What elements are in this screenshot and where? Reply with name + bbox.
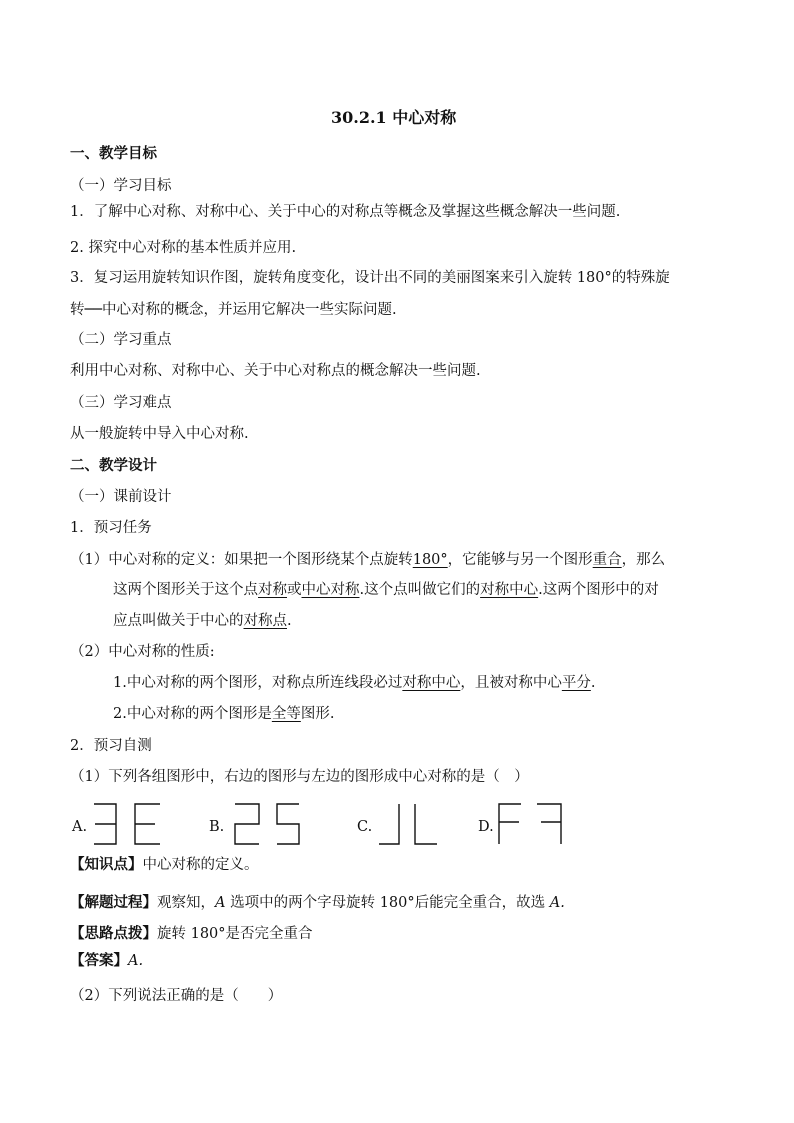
e-shape [135, 804, 160, 844]
text-run: A [215, 895, 226, 911]
text-run: 图形. [300, 706, 335, 722]
reasoning-hint-label: 【思路点拨】 [70, 925, 157, 942]
digit-2-shape [235, 804, 259, 844]
text-run: . [287, 613, 292, 629]
question-2: （2）下列说法正确的是（ ） [70, 988, 283, 1004]
definition-line-1 [70, 550, 665, 570]
option-b-label: B. [209, 819, 225, 835]
goal-2: 2. 探究中心对称的基本性质并应用. [70, 240, 297, 256]
text-run: 应点叫做关于中心的 [113, 613, 244, 629]
blank-answer: 重合 [592, 552, 622, 568]
subheading-key-point: （二）学习重点 [70, 332, 172, 348]
text-run: 观察知， [157, 895, 215, 911]
subheading-difficulty: （三）学习难点 [70, 395, 172, 411]
text-run: 1.中心对称的两个图形，对称点所连线段必过 [113, 675, 403, 691]
reversed-e-shape [94, 804, 116, 844]
solution-process-label: 【解题过程】 [70, 894, 157, 911]
section-heading-objectives: 一、教学目标 [70, 145, 157, 162]
reversed-f-shape [537, 804, 561, 844]
knowledge-point-text: 中心对称的定义。 [142, 857, 259, 873]
self-test-heading: 2．预习自测 [70, 738, 152, 754]
property-heading: （2）中心对称的性质: [70, 644, 215, 660]
option-b-figure [233, 802, 305, 846]
knowledge-point [70, 855, 259, 875]
key-point-text: 利用中心对称、对称中心、关于中心对称点的概念解决一些问题. [70, 363, 481, 379]
subheading-learning-goals: （一）学习目标 [70, 178, 172, 194]
blank-answer: 对称中心 [402, 675, 461, 691]
difficulty-text: 从一般旋转中导入中心对称. [70, 426, 249, 442]
definition-line-3 [113, 611, 292, 631]
reversed-l-shape [379, 804, 399, 844]
option-a-figure [92, 802, 164, 846]
text-run: .这两个图形中的对 [538, 582, 659, 598]
option-c-figure [377, 802, 441, 846]
answer-label: 【答案】 [70, 952, 128, 969]
goal-1: 1．了解中心对称、对称中心、关于中心的对称点等概念及掌握这些概念解决一些问题. [70, 204, 621, 220]
goal-3-line-2: 转──中心对称的概念，并运用它解决一些实际问题. [70, 302, 397, 318]
option-d-figure [497, 802, 567, 846]
option-d-label: D. [478, 819, 494, 835]
l-shape [415, 804, 437, 844]
document-title: 30.2.1 中心对称 [331, 108, 457, 127]
answer-text: A. [128, 953, 144, 969]
option-a-label: A. [72, 819, 88, 835]
blank-answer: 180° [412, 552, 448, 568]
section-heading-design: 二、教学设计 [70, 457, 157, 474]
option-c-label: C. [357, 819, 373, 835]
text-run: （1）中心对称的定义：如果把一个图形绕某个点旋转 [70, 552, 413, 568]
reasoning-hint-text: 旋转 180°是否完全重合 [157, 926, 313, 942]
subheading-pre-class: （一）课前设计 [70, 489, 172, 505]
blank-answer: 对称 [258, 582, 287, 598]
blank-answer: 中心对称 [301, 582, 360, 598]
f-shape [499, 804, 521, 844]
property-2 [113, 704, 334, 724]
answer [70, 951, 143, 971]
text-run: 选项中的两个字母旋转 180°后能完全重合，故选 [225, 895, 550, 911]
text-run: 或 [287, 582, 302, 598]
text-run: ，那么 [621, 552, 666, 568]
reasoning-hint [70, 924, 313, 944]
goal-3-line-1: 3．复习运用旋转知识作图，旋转角度变化，设计出不同的美丽图案来引入旋转 180°的特殊旋 [70, 270, 670, 286]
preview-task-heading: 1．预习任务 [70, 520, 152, 536]
question-1: （1）下列各组图形中，右边的图形与左边的图形成中心对称的是（ ） [70, 769, 529, 785]
text-run: 这两个图形关于这个点 [113, 582, 258, 598]
property-1 [113, 673, 595, 693]
digit-5-shape [277, 804, 299, 844]
blank-answer: 对称中心 [480, 582, 539, 598]
solution-process [70, 893, 565, 913]
text-run: 2.中心对称的两个图形是 [113, 706, 272, 722]
definition-line-2 [113, 580, 659, 600]
blank-answer: 平分 [561, 675, 591, 691]
knowledge-point-label: 【知识点】 [70, 856, 143, 873]
text-run: A. [549, 895, 565, 911]
text-run: ，且被对称中心 [460, 675, 562, 691]
text-run: .这个点叫做它们的 [359, 582, 481, 598]
blank-answer: 全等 [271, 706, 301, 722]
text-run: ，它能够与另一个图形 [447, 552, 593, 568]
text-run: . [590, 675, 596, 691]
blank-answer: 对称点 [243, 613, 287, 629]
